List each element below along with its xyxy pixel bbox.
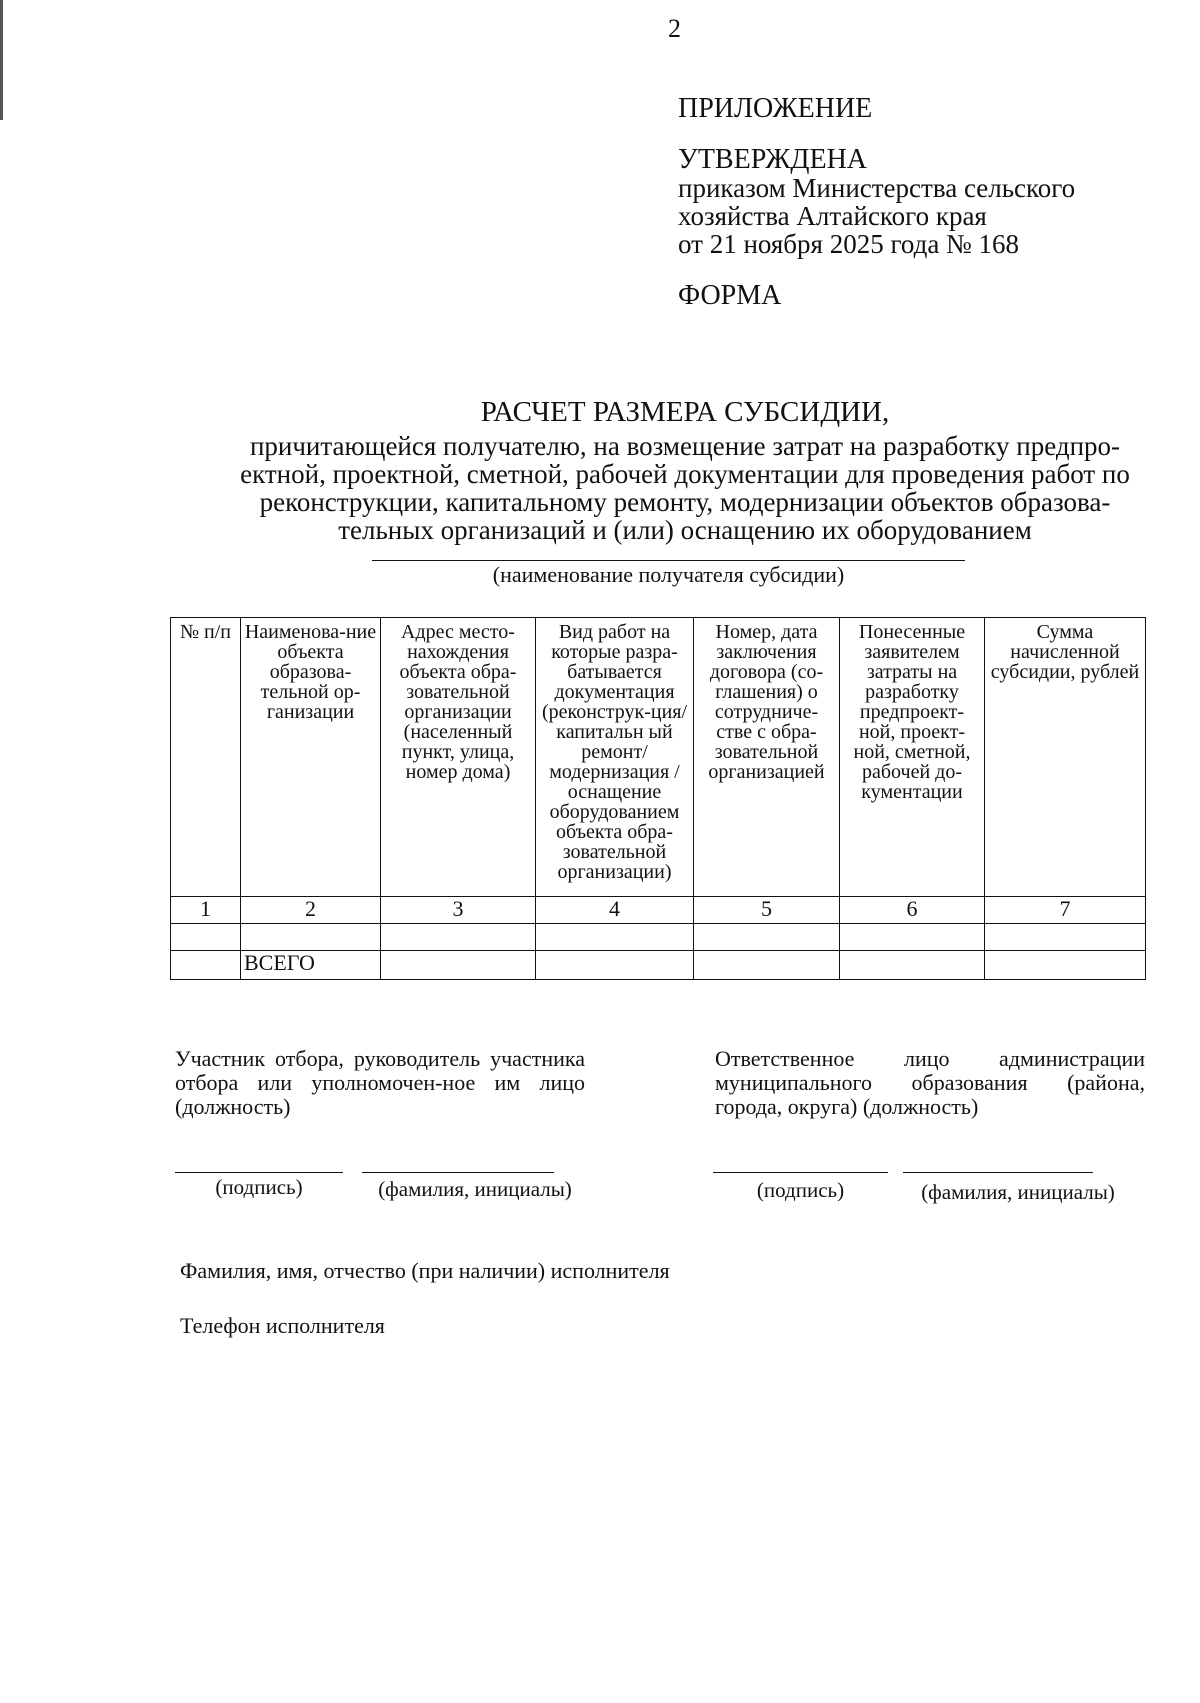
- column-number: 7: [985, 897, 1146, 924]
- form-label: ФОРМА: [678, 280, 782, 311]
- approval-block: [678, 95, 1148, 310]
- recipient-name-line: [372, 560, 965, 561]
- title-line-4: тельных организаций и (или) оснащению их оборудованием: [338, 515, 1032, 545]
- responsible-signature-line: [713, 1172, 888, 1173]
- total-label: ВСЕГО: [241, 951, 381, 980]
- appendix-label: ПРИЛОЖЕНИЕ: [678, 93, 873, 124]
- table-cell[interactable]: [840, 924, 985, 951]
- table-cell[interactable]: [985, 924, 1146, 951]
- responsible-name-line: [903, 1172, 1093, 1173]
- order-line-3: от 21 ноября 2025 года № 168: [678, 229, 1020, 259]
- title-line-3: реконструкции, капитальному ремонту, модернизации объектов образова-: [259, 487, 1111, 517]
- column-number: 1: [171, 897, 241, 924]
- participant-name-caption: (фамилия, инициалы): [378, 1177, 572, 1201]
- table-cell[interactable]: [241, 924, 381, 951]
- column-number: 6: [840, 897, 985, 924]
- column-number: 2: [241, 897, 381, 924]
- approved-label: УТВЕРЖДЕНА: [678, 144, 868, 175]
- header-cell-address: Адрес место-нахождения объекта обра-зовательной организации (населенный пункт, улица, номер дома): [381, 618, 536, 897]
- table-cell: [171, 951, 241, 980]
- table-cell[interactable]: [381, 924, 536, 951]
- table-cell[interactable]: [536, 924, 694, 951]
- participant-signature-line: [175, 1172, 343, 1173]
- executor-name-label: Фамилия, имя, отчество (при наличии) исполнителя: [180, 1258, 670, 1283]
- table-header-row: [171, 618, 1146, 897]
- responsible-signature-caption: (подпись): [756, 1178, 845, 1202]
- participant-signature-caption: (подпись): [215, 1175, 303, 1199]
- responsible-name-caption: (фамилия, инициалы): [921, 1180, 1115, 1204]
- subsidy-calculation-table: [170, 617, 1146, 980]
- header-cell-number: № п/п: [171, 618, 241, 897]
- page-number: 2: [668, 14, 681, 43]
- executor-phone-label: Телефон исполнителя: [180, 1313, 385, 1338]
- header-cell-work-type: Вид работ на которые разра-батывается документация (реконструк-ция/капитальн ый ремонт/ модернизация / оснащение оборудованием объекта обра-зовательной организации): [536, 618, 694, 897]
- column-number: 3: [381, 897, 536, 924]
- scan-edge-mark: [0, 0, 3, 120]
- table-cell[interactable]: [536, 951, 694, 980]
- table-cell[interactable]: [694, 951, 840, 980]
- order-line-1: приказом Министерства сельского: [678, 173, 1076, 203]
- header-cell-subsidy-sum: Сумма начисленной субсидии, рублей: [985, 618, 1146, 897]
- participant-name-line: [362, 1172, 554, 1173]
- column-number: 5: [694, 897, 840, 924]
- table-cell[interactable]: [985, 951, 1146, 980]
- table-cell[interactable]: [381, 951, 536, 980]
- document-title: [200, 398, 1170, 544]
- table-cell[interactable]: [694, 924, 840, 951]
- header-cell-agreement: Номер, дата заключения договора (со-глашения) о сотрудниче-стве с обра-зовательной организацией: [694, 618, 840, 897]
- header-cell-object-name: Наименова-ние объекта образова-тельной ор-ганизации: [241, 618, 381, 897]
- participant-position-text: Участник отбора, руководитель участника отбора или уполномочен-ное им лицо (должность): [175, 1046, 585, 1119]
- header-cell-costs: Понесенные заявителем затраты на разработку предпроект-ной, проект-ной, сметной, рабочей до-кументации: [840, 618, 985, 897]
- responsible-person-position-text: Ответственное лицо администрации муниципального образования (района, города, округа) (должность): [715, 1046, 1145, 1119]
- table-cell[interactable]: [171, 924, 241, 951]
- total-row: [171, 951, 1146, 980]
- table-row: [171, 924, 1146, 951]
- order-line-2: хозяйства Алтайского края: [678, 201, 987, 231]
- main-title: РАСЧЕТ РАЗМЕРА СУБСИДИИ,: [480, 396, 890, 428]
- title-line-1: причитающейся получателю, на возмещение затрат на разработку предпро-: [249, 431, 1121, 461]
- column-number-row: [171, 897, 1146, 924]
- table-cell[interactable]: [840, 951, 985, 980]
- title-line-2: ектной, проектной, сметной, рабочей документации для проведения работ по: [240, 459, 1130, 489]
- column-number: 4: [536, 897, 694, 924]
- recipient-caption: (наименование получателя субсидии): [492, 562, 845, 587]
